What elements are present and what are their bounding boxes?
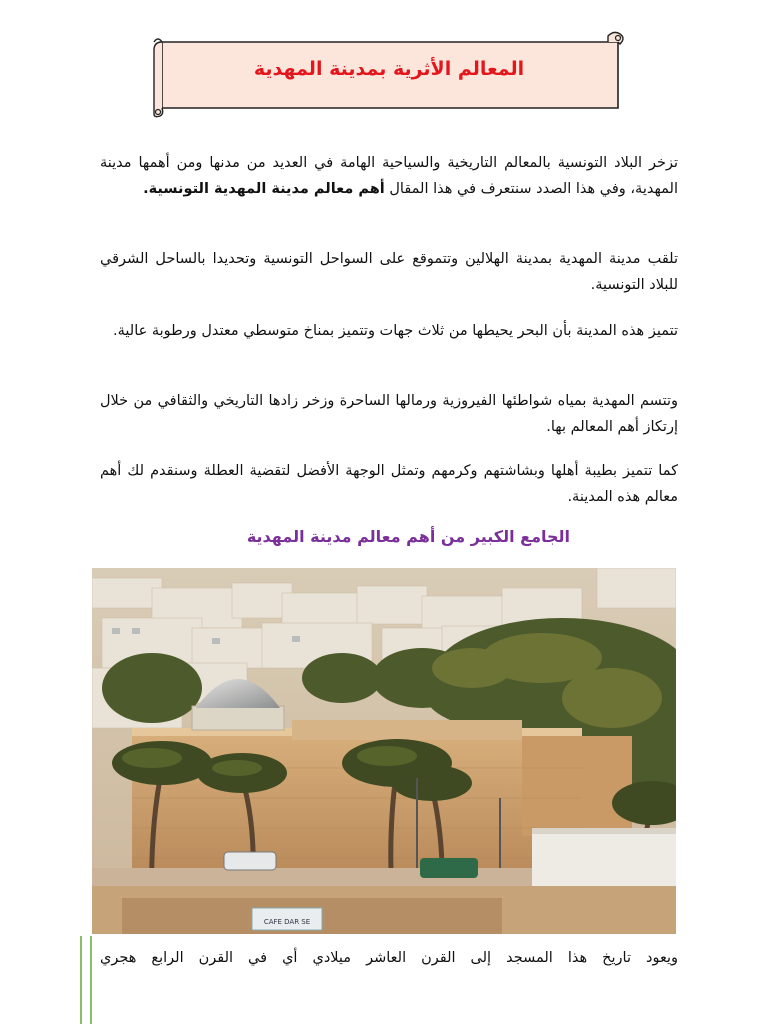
intro-bold-text: أهم معالم مدينة المهدية التونسية. — [143, 181, 385, 197]
great-mosque-photo — [92, 568, 676, 934]
intro-paragraph — [100, 150, 678, 202]
intro-text: تزخر البلاد التونسية بالمعالم التاريخية والسياحية الهامة في العديد من مدنها ومن أهمها مدينة المهدية، وفي هذا الصدد سنتعرف في هذا المقال — [100, 155, 678, 197]
climate-paragraph: تتميز هذه المدينة بأن البحر يحيطها من ثلاث جهات وتتميز بمناخ متوسطي معتدل ورطوبة عالية. — [113, 323, 678, 339]
mosque-caption: ويعود تاريخ هذا المسجد إلى القرن العاشر ميلادي أي في القرن الرابع هجري — [100, 950, 678, 966]
cafe-sign-text: CAFE DAR SE — [263, 918, 311, 926]
people-paragraph: كما تتميز بطيبة أهلها وبشاشتهم وكرمهم وتمثل الوجهة الأفضل لتقضية العطلة وسنقدم لك أهم معالم هذه المدينة. — [100, 463, 678, 505]
location-paragraph: تلقب مدينة المهدية بمدينة الهلالين وتتموقع على السواحل التونسية وتحديدا بالساحل الشرقي للبلاد التونسية. — [100, 251, 678, 293]
section-subheading: الجامع الكبير من أهم معالم مدينة المهدية — [246, 527, 570, 546]
page-title: المعالم الأثرية بمدينة المهدية — [253, 58, 525, 80]
beaches-paragraph: وتتسم المهدية بمياه شواطئها الفيروزية ورمالها الساحرة وزخر زادها التاريخي والثقافي من خلال إرتكاز أهم المعالم بها. — [100, 393, 678, 435]
page-border-decoration — [80, 936, 92, 1024]
mosque-illustration — [92, 568, 676, 934]
title-banner — [148, 30, 630, 118]
